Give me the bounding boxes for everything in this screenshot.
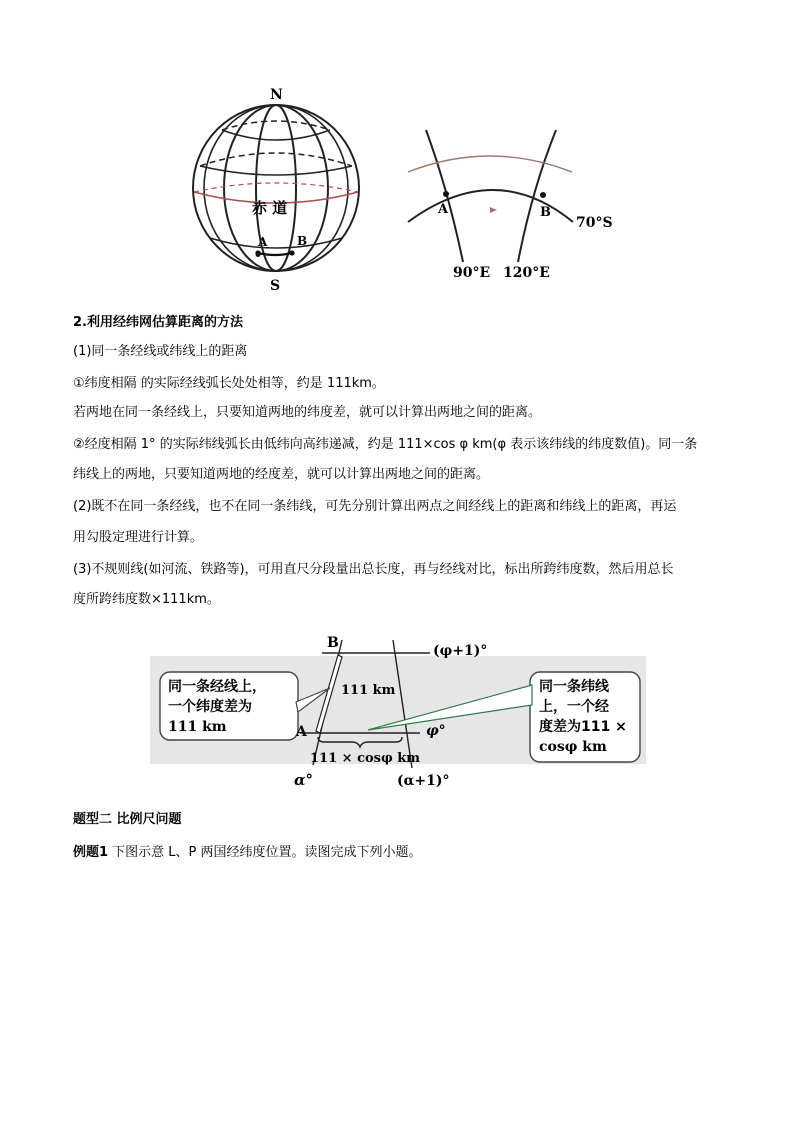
- lat-bottom-label: φ°: [426, 723, 446, 739]
- direction-arrow: [490, 207, 497, 213]
- rhumb-arc: [408, 156, 572, 172]
- globe-point-b-label: B: [297, 234, 308, 248]
- paragraph-2-line-2: 用勾股定理进行计算。: [73, 530, 204, 545]
- section-title: 2.利用经纬网估算距离的方法: [73, 315, 243, 330]
- right-box-line-3: 度差为111 ×: [539, 719, 627, 735]
- distance-diagram: [150, 628, 650, 798]
- paragraph-3-line-2: 度所跨纬度数×111km。: [73, 592, 220, 607]
- lon-120e-label: 120°E: [503, 265, 550, 281]
- lon-left-label: α°: [294, 771, 314, 789]
- left-box-line-1: 同一条经线上，: [168, 679, 266, 695]
- paragraph-3-line-1: (3)不规则线(如河流、铁路等)，可用直尺分段量出总长度，再与经线对比，标出所跨纬度数，然后用总长: [73, 562, 674, 577]
- equator-label: 赤 道: [252, 199, 288, 217]
- right-box-line-2: 上，一个经: [539, 699, 609, 715]
- example-line: [73, 845, 422, 861]
- globe-outline: [193, 105, 359, 271]
- meridian-120e: [518, 130, 556, 262]
- globe-diagram: [190, 80, 380, 295]
- arc-ab: [258, 253, 292, 255]
- parallel-back: [200, 153, 352, 166]
- right-box-line-4: cosφ km: [539, 739, 607, 755]
- paragraph-1-line-3: ②经度相隔 1° 的实际纬线弧长由低纬向高纬递减，约是 111×cos φ km(φ 表示该纬线的纬度数值)。同一条: [73, 437, 698, 452]
- parallel-front: [210, 238, 342, 248]
- grid-point-a-label: A: [438, 202, 449, 217]
- south-label: S: [270, 278, 281, 294]
- paragraph-2-line-1: (2)既不在同一条经线，也不在同一条纬线，可先分别计算出两点之间经线上的距离和纬线上的距离，再运: [73, 499, 677, 514]
- question-type-title: 题型二 比例尺问题: [73, 812, 182, 827]
- lon-right-label: (α+1)°: [397, 773, 450, 789]
- grid-point-a: [443, 191, 449, 197]
- meridian: [204, 105, 348, 271]
- paragraph-1-heading: (1)同一条经线或纬线上的距离: [73, 344, 248, 359]
- left-box-line-3: 111 km: [168, 719, 227, 735]
- lon-90e-label: 90°E: [453, 265, 491, 281]
- grid-point-b: [540, 192, 546, 198]
- paragraph-1-line-4: 纬线上的两地，只要知道两地的经度差，就可以计算出两地之间的距离。: [73, 467, 490, 482]
- north-label: N: [270, 87, 283, 103]
- example-text: 下图示意 L、P 两国经纬度位置。读图完成下列小题。: [108, 845, 422, 860]
- paragraph-1-line-2: 若两地在同一条经线上，只要知道两地的纬度差，就可以计算出两地之间的距离。: [73, 405, 542, 420]
- equator-back: [194, 183, 358, 192]
- parallel-front: [200, 166, 352, 175]
- example-label: 例题1: [73, 845, 109, 860]
- left-box-line-2: 一个纬度差为: [168, 699, 252, 715]
- grid-detail-diagram: [400, 125, 620, 285]
- parallel-distance-label: 111 × cosφ km: [310, 751, 421, 766]
- lat-70s-label: 70°S: [576, 215, 613, 231]
- meridian: [224, 105, 328, 271]
- label-a: A: [296, 724, 307, 740]
- paragraph-1-line-1: ①纬度相隔 的实际经线弧长处处相等，约是 111km。: [73, 376, 385, 391]
- globe-point-a-label: A: [258, 235, 268, 249]
- label-b: B: [327, 635, 339, 651]
- meridian-distance-label: 111 km: [341, 683, 396, 698]
- lat-top-label: (φ+1)°: [433, 643, 488, 659]
- parallel-back: [222, 121, 330, 130]
- grid-point-b-label: B: [540, 205, 551, 220]
- right-box-line-1: 同一条纬线: [539, 679, 609, 695]
